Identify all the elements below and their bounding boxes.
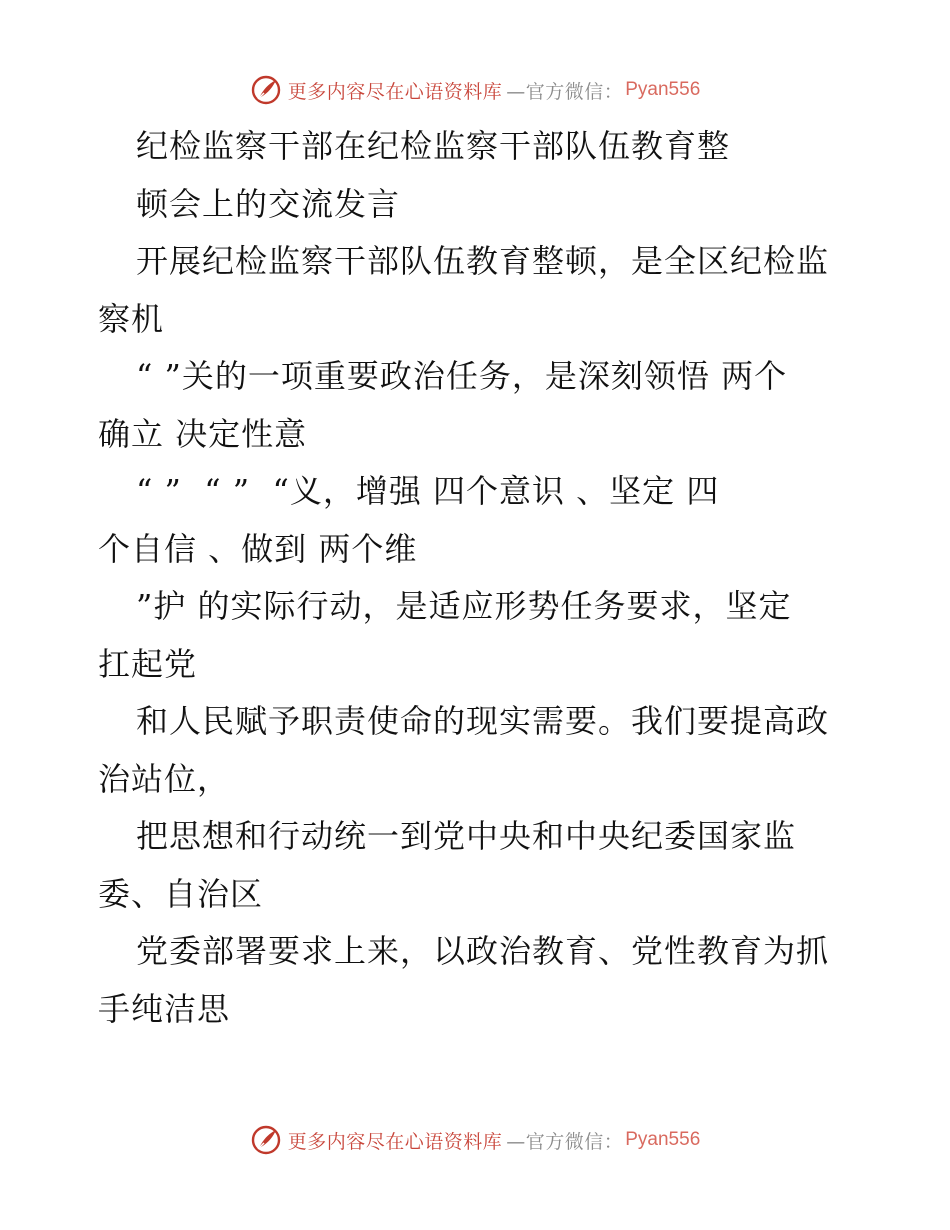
paragraph-line: “ ” “ ” “义，增强 四个意识 、坚定 四 [136, 472, 720, 510]
paragraph-line: 扛起党 [98, 644, 198, 683]
watermark-label: —官方微信： [506, 80, 624, 103]
watermark-handle: Pyan556 [625, 79, 701, 100]
paragraph-line: 开展纪检监察干部队伍教育整顿，是全区纪检监 [136, 242, 830, 280]
paragraph-line: 个自信 、做到 两个维 [98, 529, 418, 568]
feather-pen-logo-icon [250, 1124, 282, 1156]
paragraph-line: 察机 [98, 299, 165, 338]
watermark-handle: Pyan556 [625, 1129, 701, 1150]
paragraph-line: 和人民赋予职责使命的现实需要。我们要提高政 [136, 702, 830, 740]
title-line-2: 顿会上的交流发言 [136, 184, 401, 223]
feather-pen-logo-icon [250, 74, 282, 106]
paragraph-line: 手纯洁思 [98, 989, 231, 1028]
paragraph-line: 党委部署要求上来，以政治教育、党性教育为抓 [136, 932, 830, 970]
watermark-brand: 更多内容尽在心语资料库 [287, 1130, 503, 1153]
watermark-brand: 更多内容尽在心语资料库 [287, 80, 503, 103]
watermark-header [0, 72, 950, 108]
paragraph-line: “ ”关的一项重要政治任务，是深刻领悟 两个 [136, 357, 788, 395]
watermark-label: —官方微信： [506, 1130, 624, 1153]
paragraph-line: 委、自治区 [98, 874, 264, 913]
paragraph-line: 把思想和行动统一到党中央和中央纪委国家监 [136, 817, 797, 855]
paragraph-line: 治站位， [98, 759, 231, 798]
watermark-footer [0, 1122, 950, 1158]
paragraph-line: ”护 的实际行动，是适应形势任务要求，坚定 [136, 587, 792, 625]
document-body [98, 118, 858, 1038]
paragraph-line: 确立 决定性意 [98, 414, 308, 453]
title-line-1: 纪检监察干部在纪检监察干部队伍教育整 [136, 127, 731, 165]
